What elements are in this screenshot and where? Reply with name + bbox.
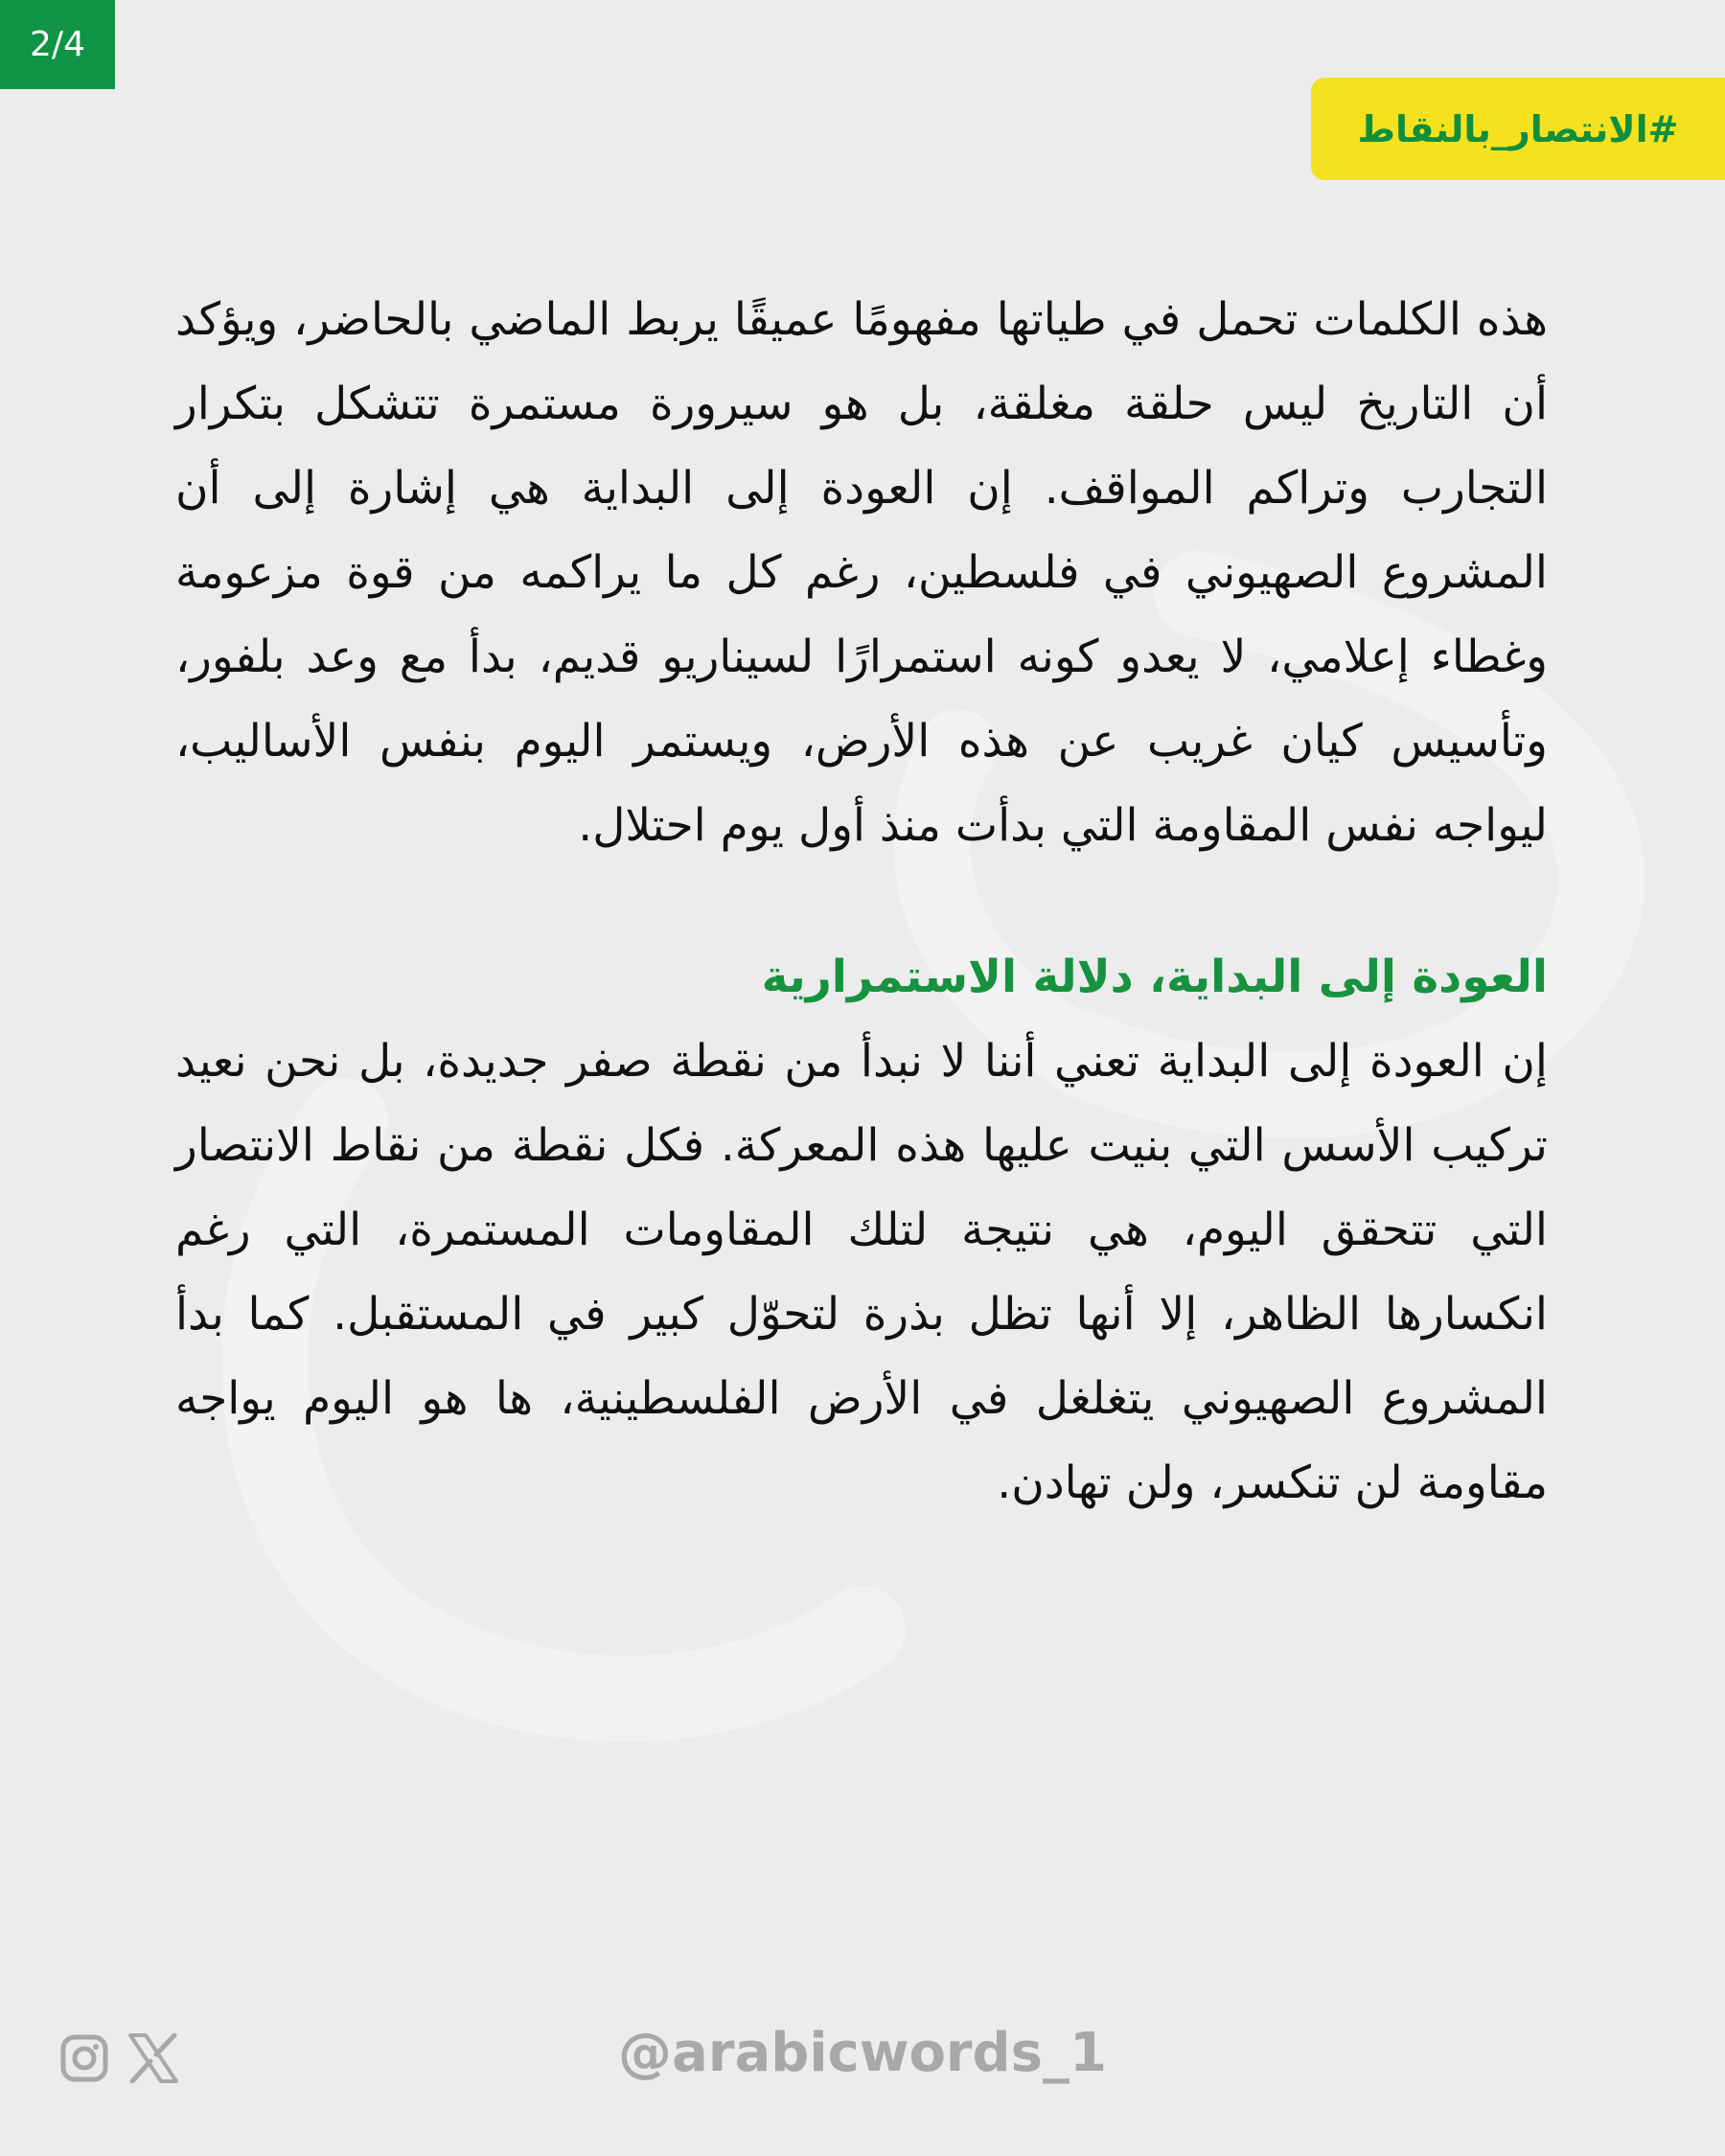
paragraph-2: إن العودة إلى البداية تعني أننا لا نبدأ من نقطة صفر جديدة، بل نحن نعيد تركيب الأسس التي بنيت عليها هذه المعركة. فكل نقطة من نقاط الانتصار التي تتحقق اليوم، هي نتيجة لتلك المقاومات المستمرة، التي رغم انكسارها الظاهر، إلا أنها تظل بذرة لتحوّل كبير في المستقبل. كما بدأ المشروع الصهيوني يتغلغل في الأرض الفلسطينية، ها هو اليوم يواجه مقاومة لن تنكسر، ولن تهادن.	[175, 1035, 1548, 1509]
paragraph-1: هذه الكلمات تحمل في طياتها مفهومًا عميقًا يربط الماضي بالحاضر، ويؤكد أن التاريخ ليس حلقة مغلقة، بل هو سيرورة مستمرة تتشكل بتكرار التجارب وتراكم المواقف. إن العودة إلى البداية هي إشارة إلى أن المشروع الصهيوني في فلسطين، رغم كل ما يراكمه من قوة مزعومة وغطاء إعلامي، لا يعدو كونه استمرارًا لسيناريو قديم، بدأ مع وعد بلفور، وتأسيس كيان غريب عن هذه الأرض، ويستمر اليوم بنفس الأساليب، ليواجه نفس المقاومة التي بدأت منذ أول يوم احتلال.	[175, 293, 1548, 852]
footer-handle: @arabicwords_1	[618, 2022, 1107, 2084]
article-body	[175, 278, 1548, 1525]
hashtag-badge: #الانتصار_بالنقاط	[1311, 78, 1725, 180]
page-indicator: 2/4	[0, 0, 115, 89]
section-title: العودة إلى البداية، دلالة الاستمرارية	[761, 951, 1548, 1003]
